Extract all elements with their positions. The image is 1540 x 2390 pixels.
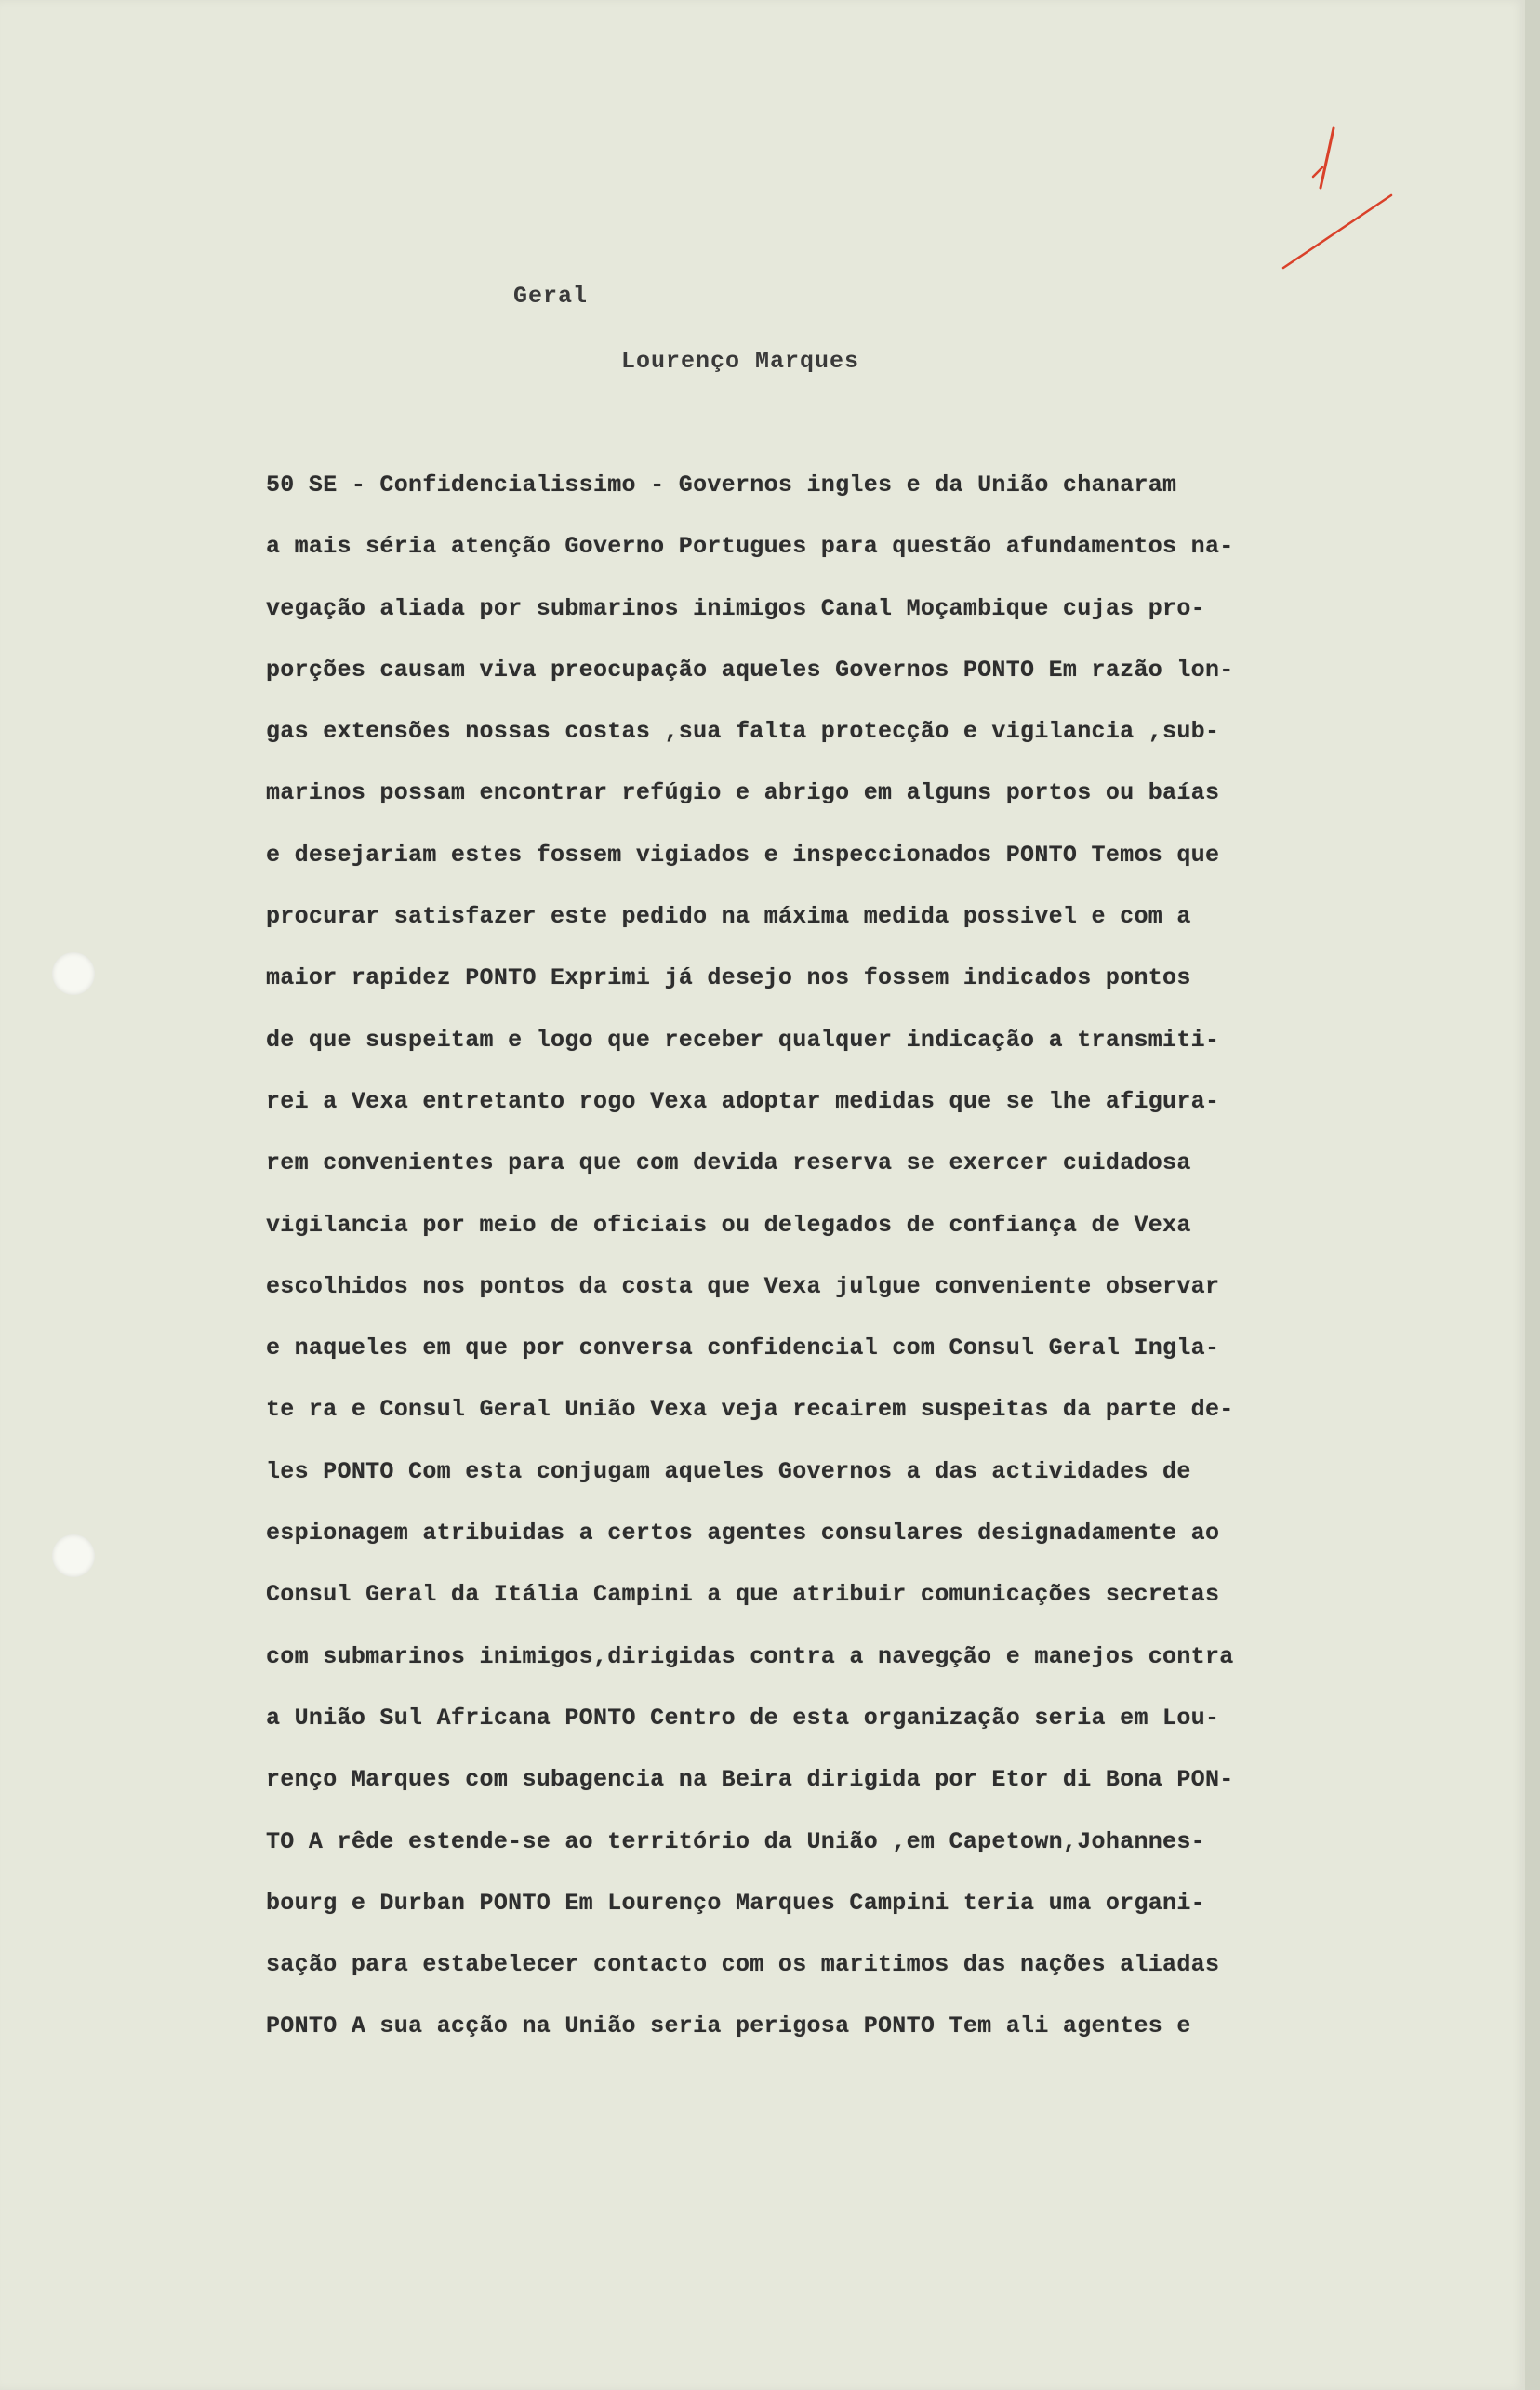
- body-line: e desejariam estes fossem vigiados e inspeccionados PONTO Temos que: [266, 841, 1220, 869]
- body-line: bourg e Durban PONTO Em Lourenço Marques Campini teria uma organi-: [266, 1889, 1205, 1917]
- body-line: 50 SE - Confidencialissimo - Governos ingles e da União chanaram: [266, 471, 1177, 498]
- body-line: TO A rêde estende-se ao território da União ,em Capetown,Johannes-: [266, 1827, 1205, 1855]
- body-line: rem convenientes para que com devida reserva se exercer cuidadosa: [266, 1149, 1191, 1177]
- body-line: vigilancia por meio de oficiais ou delegados de confiança de Vexa: [266, 1211, 1191, 1239]
- body-line: vegação aliada por submarinos inimigos Canal Moçambique cujas pro-: [266, 594, 1205, 622]
- body-line: com submarinos inimigos,dirigidas contra a navegção e manejos contra: [266, 1642, 1234, 1670]
- body-line: procurar satisfazer este pedido na máxima medida possivel e com a: [266, 903, 1191, 931]
- document-subheading: Lourenço Marques: [621, 348, 860, 375]
- body-line: marinos possam encontrar refúgio e abrigo em alguns portos ou baías: [266, 779, 1220, 807]
- telegram-body: [266, 467, 1345, 2070]
- body-line: porções causam viva preocupação aqueles Governos PONTO Em razão lon-: [266, 656, 1234, 684]
- punch-hole-bottom: [52, 1534, 95, 1577]
- body-line: e naqueles em que por conversa confidencial com Consul Geral Ingla-: [266, 1334, 1220, 1362]
- body-line: de que suspeitam e logo que receber qualquer indicação a transmiti-: [266, 1026, 1220, 1054]
- document-heading: Geral: [513, 283, 589, 310]
- body-line: Consul Geral da Itália Campini a que atribuir comunicações secretas: [266, 1581, 1220, 1609]
- body-line: te ra e Consul Geral União Vexa veja recairem suspeitas da parte de-: [266, 1396, 1234, 1424]
- handwritten-page-number: [1281, 112, 1393, 279]
- body-line: gas extensões nossas costas ,sua falta protecção e vigilancia ,sub-: [266, 718, 1220, 746]
- body-line: rei a Vexa entretanto rogo Vexa adoptar medidas que se lhe afigura-: [266, 1087, 1220, 1115]
- body-line: les PONTO Com esta conjugam aqueles Governos a das actividades de: [266, 1457, 1191, 1485]
- body-line: sação para estabelecer contacto com os maritimos das nações aliadas: [266, 1951, 1220, 1979]
- body-line: PONTO A sua acção na União seria perigosa PONTO Tem ali agentes e: [266, 2012, 1191, 2040]
- body-line: a mais séria atenção Governo Portugues para questão afundamentos na-: [266, 533, 1234, 561]
- body-line: espionagem atribuidas a certos agentes consulares designadamente ao: [266, 1520, 1220, 1547]
- body-line: escolhidos nos pontos da costa que Vexa julgue conveniente observar: [266, 1272, 1220, 1300]
- page-edge: [1525, 0, 1540, 2390]
- body-line: a União Sul Africana PONTO Centro de esta organização seria em Lou-: [266, 1704, 1220, 1732]
- punch-hole-top: [52, 952, 95, 995]
- body-line: renço Marques com subagencia na Beira dirigida por Etor di Bona PON-: [266, 1766, 1234, 1794]
- body-line: maior rapidez PONTO Exprimi já desejo nos fossem indicados pontos: [266, 964, 1191, 992]
